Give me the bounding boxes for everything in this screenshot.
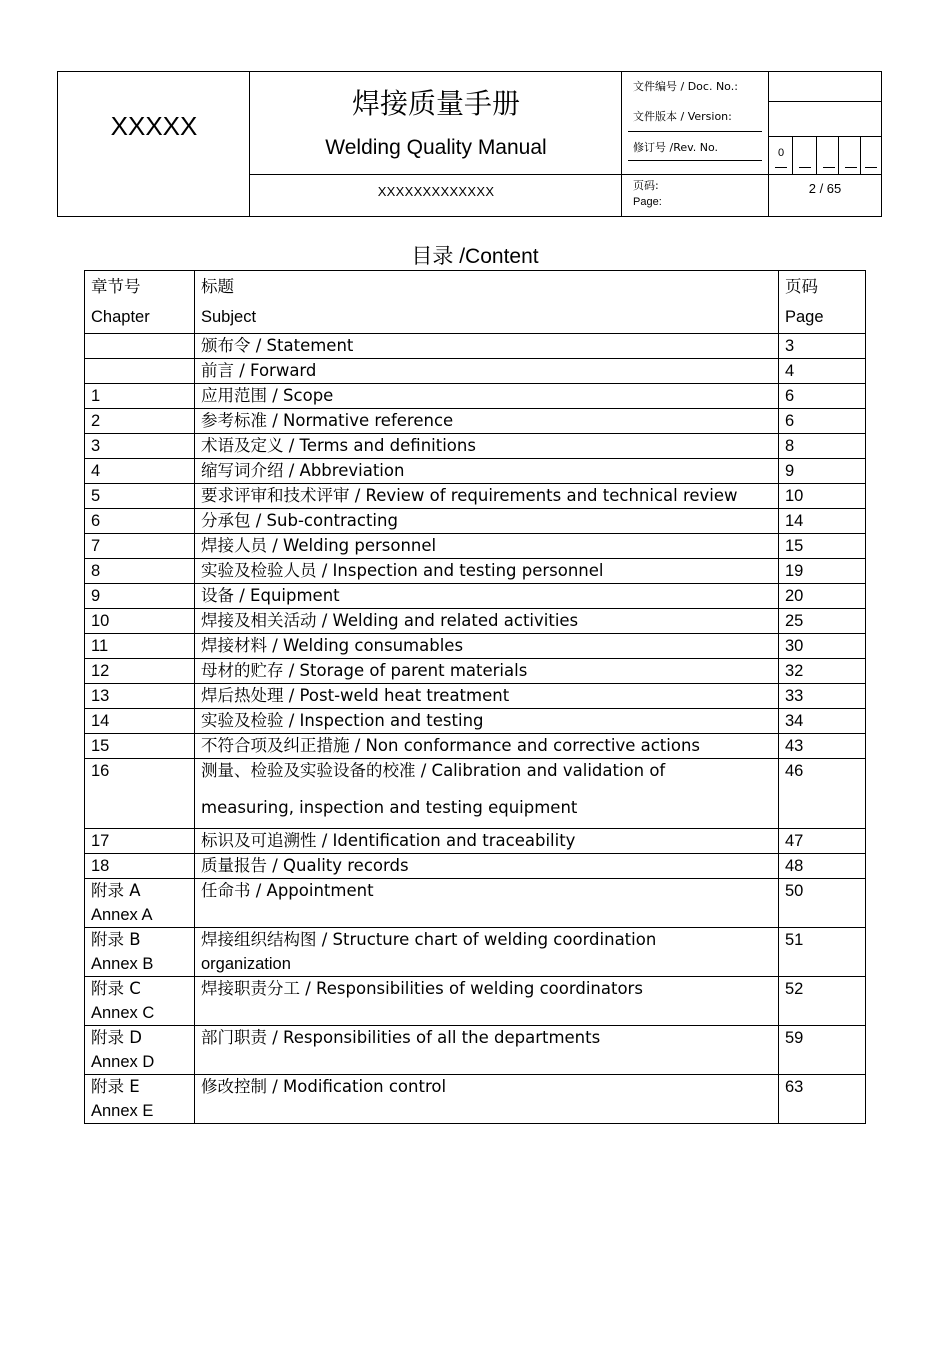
toc-chapter: 10: [85, 609, 195, 634]
toc-subject: 实验及检验 / Inspection and testing: [195, 709, 779, 734]
manual-title-en: Welding Quality Manual: [325, 136, 547, 159]
toc-subject: 前言 / Forward: [195, 359, 779, 384]
toc-page: 33: [779, 684, 866, 709]
toc-chapter: [85, 334, 195, 359]
toc-subject: 实验及检验人员 / Inspection and testing personnel: [195, 559, 779, 584]
toc-row: [85, 709, 866, 734]
toc-annex-row: [85, 977, 866, 1026]
toc-row: [85, 509, 866, 534]
toc-row: [85, 759, 866, 829]
toc-subject: 不符合项及纠正措施 / Non conformance and corrective actions: [195, 734, 779, 759]
toc-title-en: /Content: [453, 245, 539, 268]
annex-label-en: Annex E: [91, 1102, 154, 1120]
toc-page: 52: [779, 977, 866, 1026]
toc-row: [85, 634, 866, 659]
toc-subject-line1: 修改控制 / Modification control: [201, 1077, 447, 1096]
annex-label-cn: 附录 E: [91, 1077, 140, 1096]
toc-row: [85, 384, 866, 409]
annex-label-en: Annex C: [91, 1004, 155, 1022]
toc-subject-line1: 部门职责 / Responsibilities of all the departments: [201, 1028, 601, 1047]
toc-subject: 参考标准 / Normative reference: [195, 409, 779, 434]
page-number: 2 / 65: [808, 181, 842, 196]
toc-subject: [195, 759, 779, 829]
toc-annex-label: [85, 1075, 195, 1124]
annex-label-en: Annex D: [91, 1053, 155, 1071]
manual-title-cn: 焊接质量手册: [351, 87, 520, 120]
page-label-en: Page:: [633, 196, 662, 208]
col-page: [779, 271, 866, 334]
toc-page: 59: [779, 1026, 866, 1075]
toc-page: 50: [779, 879, 866, 928]
rev-digit-1: [769, 137, 793, 174]
document-id: XXXXXXXXXXXXX: [377, 184, 495, 199]
toc-subject-line1: 焊接组织结构图 / Structure chart of welding coordination: [201, 930, 657, 949]
toc-annex-row: [85, 1026, 866, 1075]
toc-row: [85, 534, 866, 559]
toc-chapter: 12: [85, 659, 195, 684]
toc-page: 3: [779, 334, 866, 359]
toc-page: 46: [779, 759, 866, 829]
toc-chapter: 11: [85, 634, 195, 659]
toc-header-row: [85, 271, 866, 334]
version-label: 文件版本 / Version:: [633, 110, 732, 123]
toc-row: [85, 359, 866, 384]
toc-annex-label: [85, 879, 195, 928]
toc-page: 20: [779, 584, 866, 609]
toc-chapter: 4: [85, 459, 195, 484]
toc-page: 9: [779, 459, 866, 484]
toc-chapter: 7: [85, 534, 195, 559]
toc-page: 6: [779, 384, 866, 409]
toc-annex-row: [85, 1075, 866, 1124]
col-subject-en: Subject: [201, 308, 257, 326]
toc-page: 10: [779, 484, 866, 509]
toc-row: [85, 829, 866, 854]
annex-label-en: Annex A: [91, 906, 153, 924]
toc-chapter: 18: [85, 854, 195, 879]
toc-page: 63: [779, 1075, 866, 1124]
toc-page: 14: [779, 509, 866, 534]
toc-chapter: 15: [85, 734, 195, 759]
toc-page: 19: [779, 559, 866, 584]
toc-subject: 应用范围 / Scope: [195, 384, 779, 409]
toc-page: 34: [779, 709, 866, 734]
toc-annex-label: [85, 977, 195, 1026]
doc-no-label: 文件编号 / Doc. No.:: [633, 80, 738, 93]
toc-chapter: 16: [85, 759, 195, 829]
rev-value: 0: [778, 147, 785, 159]
company-name: XXXXX: [110, 110, 198, 141]
toc-subject-line1: 任命书 / Appointment: [201, 881, 374, 900]
toc-chapter: 17: [85, 829, 195, 854]
toc-row: [85, 584, 866, 609]
toc-row: [85, 609, 866, 634]
toc-row: [85, 684, 866, 709]
toc-chapter: 2: [85, 409, 195, 434]
toc-subject: 标识及可追溯性 / Identification and traceability: [195, 829, 779, 854]
toc-page: 51: [779, 928, 866, 977]
toc-subject: 术语及定义 / Terms and definitions: [195, 434, 779, 459]
col-chapter-en: Chapter: [91, 308, 150, 326]
toc-page: 30: [779, 634, 866, 659]
rev-digit-5: [860, 137, 881, 174]
toc-subject: 分承包 / Sub-contracting: [195, 509, 779, 534]
toc-subject-line2: measuring, inspection and testing equipment: [201, 798, 578, 817]
toc-page: 8: [779, 434, 866, 459]
rev-no-label: 修订号 /Rev. No.: [633, 141, 719, 154]
toc-annex-row: [85, 879, 866, 928]
col-chapter-cn: 章节号: [91, 277, 141, 296]
toc-subject: 焊接及相关活动 / Welding and related activities: [195, 609, 779, 634]
toc-chapter: 1: [85, 384, 195, 409]
col-subject: [195, 271, 779, 334]
col-page-cn: 页码: [785, 277, 818, 296]
toc-subject: 焊后热处理 / Post-weld heat treatment: [195, 684, 779, 709]
toc-subject: 质量报告 / Quality records: [195, 854, 779, 879]
toc-chapter: 8: [85, 559, 195, 584]
toc-page: 32: [779, 659, 866, 684]
toc-subject: [195, 928, 779, 977]
toc-subject-line2: organization: [201, 955, 291, 973]
toc-chapter: [85, 359, 195, 384]
annex-label-cn: 附录 A: [91, 881, 141, 900]
toc-chapter: 9: [85, 584, 195, 609]
toc-subject: [195, 977, 779, 1026]
annex-label-en: Annex B: [91, 955, 154, 973]
toc-subject: [195, 1026, 779, 1075]
document-header: [57, 71, 882, 217]
toc-page: 25: [779, 609, 866, 634]
toc-row: [85, 659, 866, 684]
toc-chapter: 5: [85, 484, 195, 509]
toc-annex-label: [85, 928, 195, 977]
toc-subject: 要求评审和技术评审 / Review of requirements and technical review: [195, 484, 779, 509]
toc-title-cn: 目录: [411, 244, 454, 268]
toc-subject: 缩写词介绍 / Abbreviation: [195, 459, 779, 484]
col-chapter: [85, 271, 195, 334]
toc-chapter: 13: [85, 684, 195, 709]
toc-page: 43: [779, 734, 866, 759]
col-subject-cn: 标题: [201, 277, 234, 296]
toc-page: 48: [779, 854, 866, 879]
toc-row: [85, 484, 866, 509]
toc-annex-row: [85, 928, 866, 977]
toc-subject: [195, 879, 779, 928]
rev-digit-2: [793, 137, 817, 174]
toc-chapter: 3: [85, 434, 195, 459]
toc-page: 47: [779, 829, 866, 854]
toc-row: [85, 559, 866, 584]
page-label-cn: 页码:: [633, 179, 659, 192]
toc-subject: 焊接人员 / Welding personnel: [195, 534, 779, 559]
toc-row: [85, 459, 866, 484]
toc-subject-line1: 测量、检验及实验设备的校准 / Calibration and validation of: [201, 761, 666, 780]
toc-table: [84, 270, 866, 1124]
toc-subject: 母材的贮存 / Storage of parent materials: [195, 659, 779, 684]
toc-subject: [195, 1075, 779, 1124]
annex-label-cn: 附录 D: [91, 1028, 142, 1047]
toc-row: [85, 734, 866, 759]
toc-page: 15: [779, 534, 866, 559]
toc-row: [85, 434, 866, 459]
toc-page: 4: [779, 359, 866, 384]
toc-annex-label: [85, 1026, 195, 1075]
toc-title: [0, 240, 950, 270]
toc-row: [85, 409, 866, 434]
annex-label-cn: 附录 C: [91, 979, 141, 998]
col-page-en: Page: [785, 308, 824, 326]
toc-chapter: 6: [85, 509, 195, 534]
annex-label-cn: 附录 B: [91, 930, 141, 949]
toc-row: [85, 334, 866, 359]
toc-subject: 焊接材料 / Welding consumables: [195, 634, 779, 659]
toc-subject: 颁布令 / Statement: [195, 334, 779, 359]
toc-subject-line1: 焊接职责分工 / Responsibilities of welding coordinators: [201, 979, 643, 998]
toc-row: [85, 854, 866, 879]
toc-chapter: 14: [85, 709, 195, 734]
toc-page: 6: [779, 409, 866, 434]
toc-subject: 设备 / Equipment: [195, 584, 779, 609]
